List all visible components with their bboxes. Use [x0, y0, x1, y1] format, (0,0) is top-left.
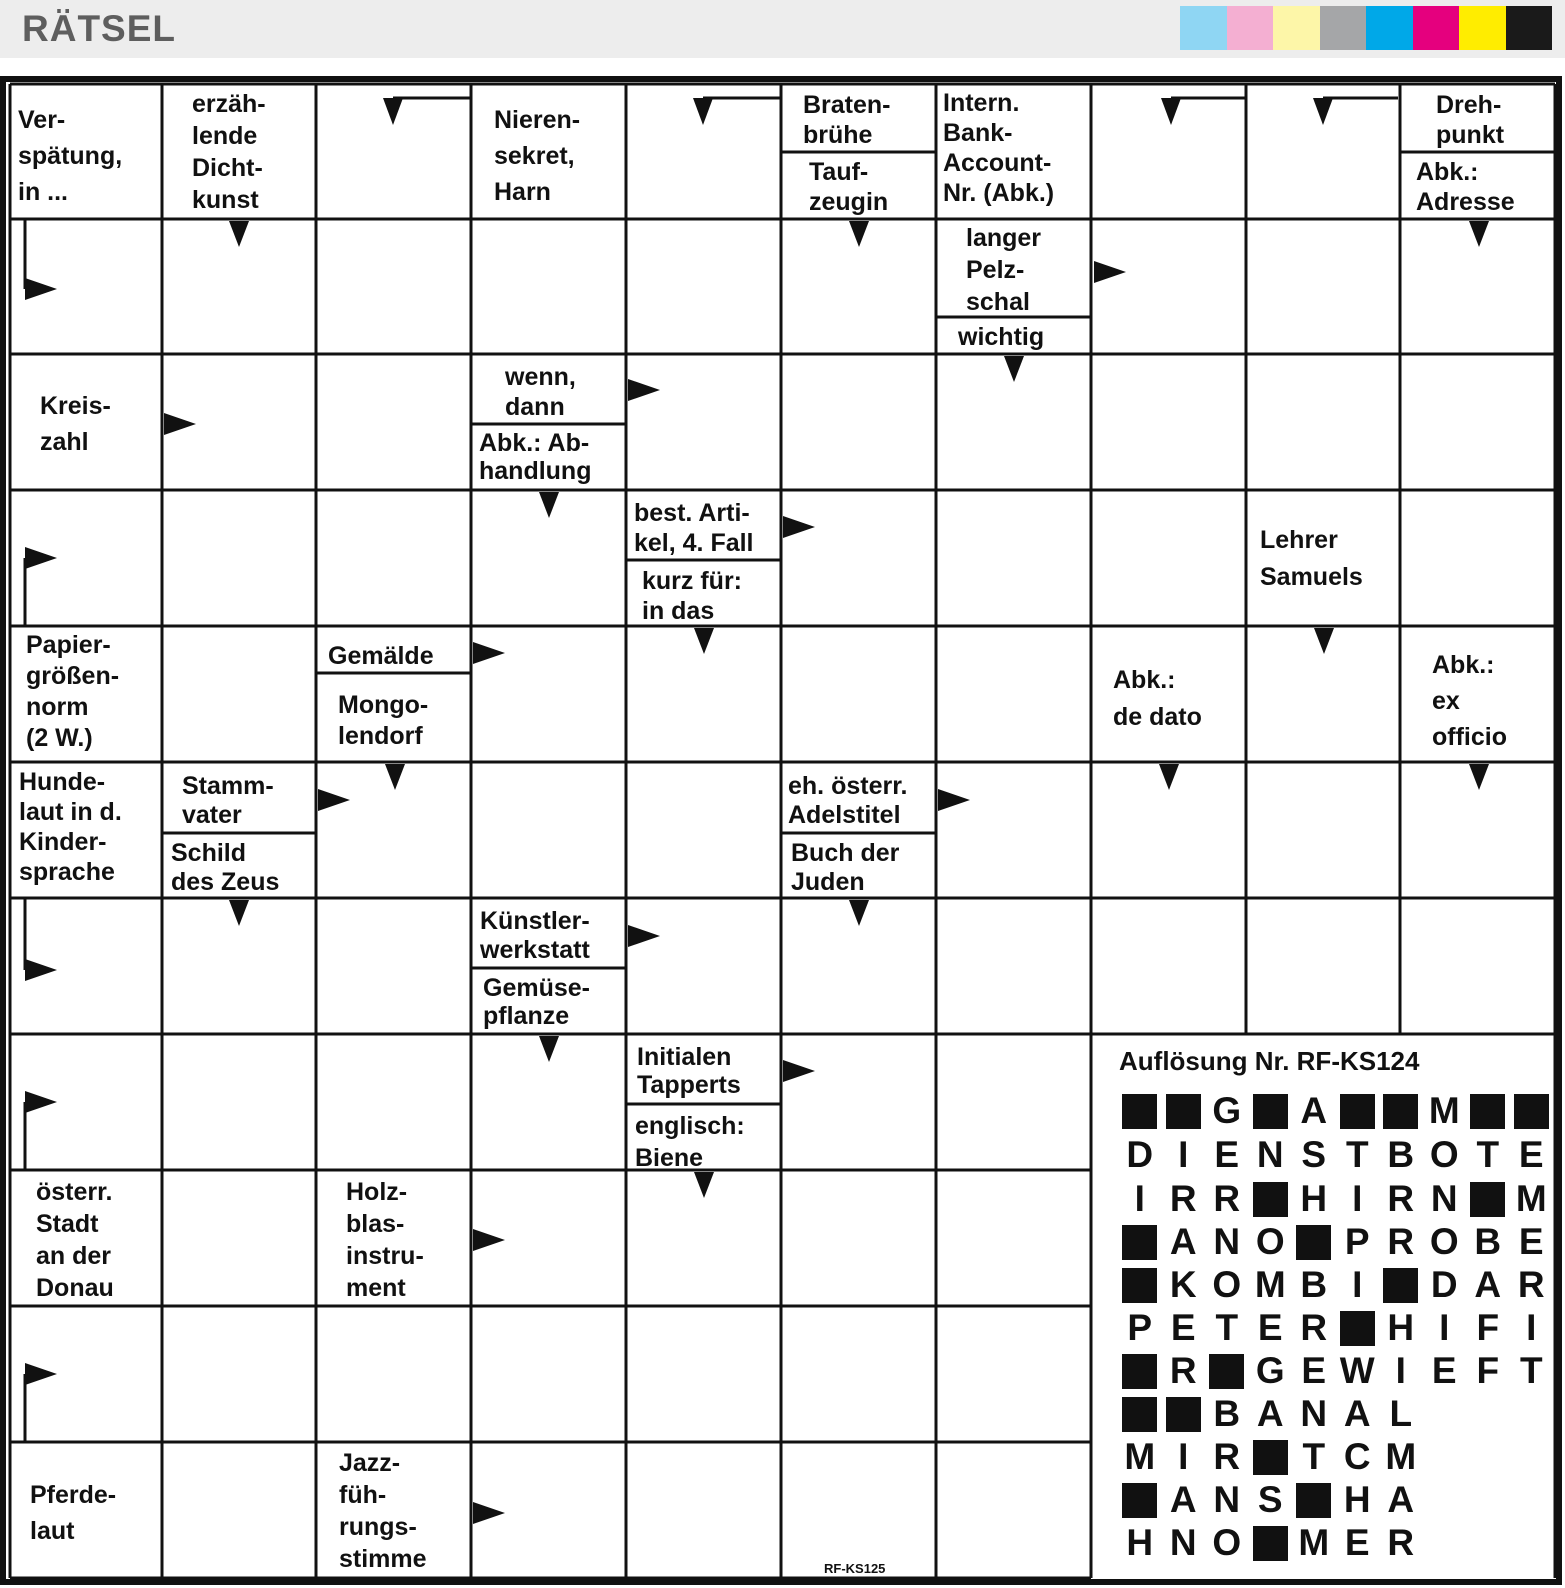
solution-letter: F: [1476, 1350, 1500, 1391]
solution-letter: I: [1395, 1350, 1406, 1391]
arrow-down-icon: [539, 492, 559, 518]
solution-letter: H: [1343, 1479, 1371, 1520]
solution-letter: G: [1255, 1350, 1285, 1391]
clue-englisch-biene: englisch: Biene: [635, 1112, 745, 1172]
solution-row: [1118, 1524, 1553, 1562]
solution-letter: [1510, 1438, 1554, 1476]
solution-row: [1118, 1180, 1553, 1218]
solution-row: [1118, 1136, 1553, 1174]
solution-letter: R: [1213, 1436, 1241, 1477]
solution-letter: R: [1517, 1264, 1545, 1305]
solution-letter: M: [1254, 1264, 1286, 1305]
solution-letter: E: [1170, 1307, 1196, 1348]
solution-letter: T: [1215, 1307, 1239, 1348]
solution-row: [1118, 1438, 1553, 1476]
solution-letter: O: [1212, 1264, 1242, 1305]
solution-block: [1118, 1481, 1162, 1519]
solution-letter: T: [1519, 1350, 1543, 1391]
clue-best-artikel: best. Arti- kel, 4. Fall: [634, 499, 754, 557]
clue-initialen-tapperts: Initialen Tapperts: [637, 1043, 741, 1099]
arrow-down-icon: [383, 98, 403, 125]
solution-letter: I: [1352, 1264, 1363, 1305]
solution-block: [1205, 1352, 1249, 1390]
solution-letter: A: [1343, 1393, 1371, 1434]
solution-letter: T: [1302, 1436, 1326, 1477]
solution-letter: B: [1387, 1134, 1415, 1175]
arrow-down-icon: [229, 900, 249, 926]
clue-wenn-dann: wenn, dann: [505, 363, 576, 421]
solution-letter: G: [1212, 1090, 1242, 1131]
arrow-right-icon: [628, 379, 660, 401]
solution-letter: B: [1213, 1393, 1241, 1434]
solution-letter: N: [1213, 1479, 1241, 1520]
solution-block: [1336, 1092, 1380, 1130]
clue-schild-des-zeus: Schild des Zeus: [171, 839, 280, 896]
solution-letter: E: [1431, 1350, 1457, 1391]
solution-letter: [1510, 1395, 1554, 1433]
solution-letter: M: [1515, 1178, 1547, 1219]
solution-row: [1118, 1223, 1553, 1261]
arrow-down-icon: [693, 98, 713, 125]
solution-letter: I: [1178, 1134, 1189, 1175]
clue-verspaetung: Ver- spätung, in ...: [18, 106, 123, 206]
solution-letter: M: [1124, 1436, 1156, 1477]
clue-kurz-fuer-in-das: kurz für: in das: [642, 567, 742, 625]
solution-block: [1249, 1438, 1293, 1476]
arrow-down-icon: [849, 900, 869, 926]
solution-block: [1379, 1092, 1423, 1130]
solution-block: [1249, 1092, 1293, 1130]
solution-letter: O: [1255, 1221, 1285, 1262]
solution-letter: N: [1256, 1134, 1284, 1175]
solution-row: [1118, 1352, 1553, 1390]
clue-mongolendorf: Mongo- lendorf: [338, 691, 429, 750]
clue-bratenbruehe: Braten- brühe: [803, 91, 891, 149]
solution-letter: M: [1428, 1090, 1460, 1131]
solution-letter: H: [1300, 1178, 1328, 1219]
arrow-down-icon: [1161, 98, 1181, 125]
solution-letter: E: [1257, 1307, 1283, 1348]
solution-row: [1118, 1092, 1553, 1130]
solution-row: [1118, 1266, 1553, 1304]
clue-hundelaut: Hunde- laut in d. Kinder- sprache: [19, 768, 122, 886]
clue-holzblasinstrument: Holz- blas- instru- ment: [346, 1178, 424, 1302]
solution-block: [1162, 1395, 1206, 1433]
clue-ex-officio: Abk.: ex officio: [1432, 651, 1507, 751]
solution-letter: A: [1169, 1479, 1197, 1520]
solution-letter: R: [1300, 1307, 1328, 1348]
arrow-down-icon: [1469, 221, 1489, 247]
arrow-right-icon: [473, 642, 505, 664]
solution-row: [1118, 1309, 1553, 1347]
solution-letter: R: [1387, 1522, 1415, 1563]
arrow-down-icon: [1159, 764, 1179, 790]
solution-letter: F: [1476, 1307, 1500, 1348]
arrow-right-icon: [628, 925, 660, 947]
solution-letter: A: [1169, 1221, 1197, 1262]
solution-letter: E: [1518, 1221, 1544, 1262]
solution-letter: P: [1344, 1221, 1370, 1262]
solution-block: [1118, 1223, 1162, 1261]
arrow-right-icon: [25, 1363, 57, 1385]
clue-papiergroessennorm: Papier- größen- norm (2 W.): [26, 631, 120, 752]
solution-letter: C: [1343, 1436, 1371, 1477]
solution-letter: [1423, 1438, 1467, 1476]
arrow-down-icon: [1314, 628, 1334, 654]
solution-letter: A: [1300, 1090, 1328, 1131]
clue-jazzfuehrungsstimme: Jazz- füh- rungs- stimme: [339, 1449, 427, 1573]
clue-drehpunkt: Dreh- punkt: [1436, 91, 1505, 149]
solution-letter: I: [1352, 1178, 1363, 1219]
solution-block: [1292, 1223, 1336, 1261]
solution-title: Auflösung Nr. RF-KS124: [1119, 1046, 1420, 1076]
solution-letter: B: [1474, 1221, 1502, 1262]
clue-gemaelde: Gemälde: [328, 642, 434, 670]
arrow-down-icon: [385, 764, 405, 790]
solution-letter: A: [1256, 1393, 1284, 1434]
solution-letter: A: [1474, 1264, 1502, 1305]
clue-adelstitel: eh. österr. Adelstitel: [788, 772, 908, 829]
solution-block: [1466, 1180, 1510, 1218]
arrow-right-icon: [318, 789, 350, 811]
arrow-down-icon: [539, 1036, 559, 1062]
solution-block: [1249, 1180, 1293, 1218]
solution-letter: B: [1300, 1264, 1328, 1305]
page-title: RÄTSEL: [22, 8, 176, 49]
arrow-down-icon: [229, 221, 249, 247]
clue-pferdelaut: Pferde- laut: [30, 1481, 117, 1545]
clue-kreiszahl: Kreis- zahl: [40, 392, 111, 456]
solution-letter: I: [1526, 1307, 1537, 1348]
solution-letter: [1466, 1395, 1510, 1433]
solution-letter: T: [1345, 1134, 1369, 1175]
clue-oesterr-stadt: österr. Stadt an der Donau: [36, 1178, 114, 1302]
solution-block: [1249, 1524, 1293, 1562]
clue-de-dato: Abk.: de dato: [1113, 666, 1202, 731]
solution-row: [1118, 1481, 1553, 1519]
solution-letter: R: [1387, 1221, 1415, 1262]
solution-block: [1510, 1092, 1554, 1130]
solution-letter: I: [1178, 1436, 1189, 1477]
arrow-right-icon: [473, 1229, 505, 1251]
clue-iban: Intern. Bank- Account- Nr. (Abk.): [943, 89, 1055, 207]
solution-block: [1292, 1481, 1336, 1519]
arrow-right-icon: [1094, 261, 1126, 283]
solution-letter: R: [1169, 1350, 1197, 1391]
solution-row: [1118, 1395, 1553, 1433]
solution-letter: N: [1213, 1221, 1241, 1262]
arrow-right-icon: [164, 413, 196, 435]
clue-gemuesepflanze: Gemüse- pflanze: [483, 974, 590, 1030]
solution-block: [1466, 1092, 1510, 1130]
clue-stammvater: Stamm- vater: [182, 772, 274, 829]
solution-letter: [1423, 1395, 1467, 1433]
solution-letter: S: [1301, 1134, 1327, 1175]
solution-letter: [1466, 1524, 1510, 1562]
solution-letter: A: [1387, 1479, 1415, 1520]
arrow-right-icon: [25, 959, 57, 981]
solution-letter: N: [1300, 1393, 1328, 1434]
solution-letter: I: [1134, 1178, 1145, 1219]
arrow-right-icon: [25, 547, 57, 569]
clue-wichtig: wichtig: [958, 323, 1045, 351]
solution-letter: O: [1429, 1221, 1459, 1262]
solution-letter: [1510, 1524, 1554, 1562]
clue-taufzeugin: Tauf- zeugin: [809, 158, 889, 216]
solution-letter: [1466, 1481, 1510, 1519]
solution-letter: [1466, 1438, 1510, 1476]
solution-letter: K: [1169, 1264, 1197, 1305]
arrow-right-icon: [25, 1091, 57, 1113]
arrow-down-icon: [849, 221, 869, 247]
solution-letter: L: [1389, 1393, 1413, 1434]
solution-letter: R: [1213, 1178, 1241, 1219]
solution-block: [1118, 1092, 1162, 1130]
solution-letter: I: [1439, 1307, 1450, 1348]
arrow-right-icon: [473, 1502, 505, 1524]
solution-letter: [1423, 1481, 1467, 1519]
solution-letter: P: [1127, 1307, 1153, 1348]
solution-letter: H: [1387, 1307, 1415, 1348]
solution-letter: S: [1257, 1479, 1283, 1520]
arrow-right-icon: [938, 789, 970, 811]
solution-letter: M: [1298, 1522, 1330, 1563]
solution-letter: D: [1126, 1134, 1154, 1175]
solution-letter: O: [1212, 1522, 1242, 1563]
solution-block: [1336, 1309, 1380, 1347]
clue-lehrer-samuels: Lehrer Samuels: [1260, 526, 1363, 591]
clue-abk-adresse: Abk.: Adresse: [1416, 158, 1515, 216]
arrow-down-icon: [694, 1172, 714, 1198]
clue-kuenstlerwerkstatt: Künstler- werkstatt: [480, 907, 590, 964]
solution-letter: W: [1339, 1350, 1375, 1391]
arrow-down-icon: [694, 628, 714, 654]
solution-block: [1162, 1092, 1206, 1130]
clue-langer-pelzschal: langer Pelz- schal: [966, 224, 1042, 316]
solution-block: [1118, 1352, 1162, 1390]
solution-letter: E: [1518, 1134, 1544, 1175]
solution-letter: R: [1169, 1178, 1197, 1219]
solution-letter: D: [1430, 1264, 1458, 1305]
solution-block: [1118, 1395, 1162, 1433]
solution-letter: N: [1169, 1522, 1197, 1563]
solution-block: [1379, 1266, 1423, 1304]
arrow-down-icon: [1313, 98, 1333, 125]
arrow-down-icon: [1469, 764, 1489, 790]
solution-letter: [1510, 1481, 1554, 1519]
clue-abhandlung: Abk.: Ab- handlung: [479, 429, 592, 485]
solution-letter: N: [1430, 1178, 1458, 1219]
arrow-right-icon: [25, 278, 57, 300]
arrow-right-icon: [783, 1060, 815, 1082]
puzzle-code: RF-KS125: [824, 1561, 886, 1576]
clue-nierensekret: Nieren- sekret, Harn: [494, 106, 581, 206]
solution-letter: T: [1476, 1134, 1500, 1175]
solution-letter: E: [1344, 1522, 1370, 1563]
solution-letter: [1423, 1524, 1467, 1562]
solution-letter: O: [1429, 1134, 1459, 1175]
solution-letter: H: [1126, 1522, 1154, 1563]
solution-block: [1118, 1266, 1162, 1304]
clue-erzaehlende-dichtkunst: erzäh- lende Dicht- kunst: [192, 90, 266, 214]
clue-buch-der-juden: Buch der Juden: [791, 839, 900, 896]
arrow-down-icon: [1004, 356, 1024, 382]
solution-letter: E: [1214, 1134, 1240, 1175]
solution-letter: M: [1385, 1436, 1417, 1477]
solution-letter: E: [1301, 1350, 1327, 1391]
arrow-right-icon: [783, 516, 815, 538]
solution-letter: R: [1387, 1178, 1415, 1219]
